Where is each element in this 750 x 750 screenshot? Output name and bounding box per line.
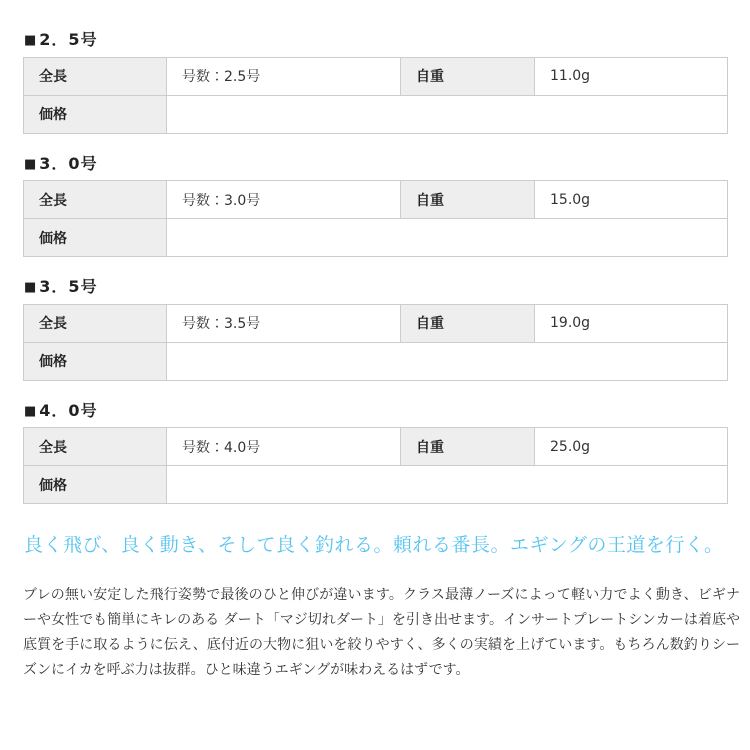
size-section-2-5: [23, 30, 742, 134]
size-section-3-0: [23, 154, 742, 258]
spec-value-gosu: 号数：3.0号: [167, 181, 401, 219]
catchphrase: 良く飛び、良く動き、そして良く釣れる。頼れる番長。エギングの王道を行く。: [24, 534, 724, 557]
spec-value-weight: 15.0g: [535, 181, 728, 219]
table-row: [24, 304, 728, 342]
square-bullet-icon: ■: [24, 403, 38, 419]
spec-label-zencho: 全長: [24, 57, 167, 95]
square-bullet-icon: ■: [24, 156, 38, 172]
table-row: [24, 95, 728, 133]
spec-label-kakaku: 価格: [24, 95, 167, 133]
size-heading: [24, 30, 742, 50]
table-row: [24, 428, 728, 466]
spec-value-gosu: 号数：3.5号: [167, 304, 401, 342]
spec-table: [23, 180, 728, 257]
size-heading-label: 4．0号: [39, 400, 98, 420]
spec-label-kakaku: 価格: [24, 342, 167, 380]
size-heading: [24, 277, 742, 297]
spec-label-kakaku: 価格: [24, 219, 167, 257]
size-heading: [24, 401, 742, 421]
square-bullet-icon: ■: [24, 33, 38, 48]
size-heading-label: 3．0号: [39, 153, 98, 173]
spec-label-zencho: 全長: [24, 304, 167, 342]
spec-value-gosu: 号数：2.5号: [167, 57, 401, 95]
table-row: [24, 57, 728, 95]
spec-value-price: [167, 466, 728, 504]
spec-label-zencho: 全長: [24, 428, 167, 466]
spec-table: [23, 427, 728, 504]
size-heading-label: 2．5号: [39, 30, 98, 49]
size-heading: [24, 154, 742, 174]
spec-table: [23, 304, 728, 381]
table-row: [24, 181, 728, 219]
size-section-4-0: [23, 401, 742, 505]
spec-label-jiju: 自重: [401, 428, 535, 466]
spec-value-weight: 25.0g: [535, 428, 728, 466]
size-heading-label: 3．5号: [39, 277, 98, 297]
spec-label-zencho: 全長: [24, 181, 167, 219]
table-row: [24, 342, 728, 380]
spec-label-kakaku: 価格: [24, 466, 167, 504]
spec-label-jiju: 自重: [401, 181, 535, 219]
spec-label-jiju: 自重: [401, 304, 535, 342]
square-bullet-icon: ■: [24, 280, 38, 296]
spec-value-weight: 11.0g: [535, 57, 728, 95]
table-row: [24, 219, 728, 257]
spec-value-weight: 19.0g: [535, 304, 728, 342]
spec-value-price: [167, 219, 728, 257]
spec-value-price: [167, 342, 728, 380]
size-section-3-5: [23, 277, 742, 381]
table-row: [24, 466, 728, 504]
spec-label-jiju: 自重: [401, 57, 535, 95]
product-description: ブレの無い安定した飛行姿勢で最後のひと伸びが違います。クラス最薄ノーズによって軽い力でよく動き、ビギナーや女性でも簡単にキレのある ダート「マジ切れダート」を引き出せます。インサートプレートシンカーは着底や底質を手に取るように伝え、底付近の大物に狙いを絞りやすく、多くの実績を上げています。もちろん数釣りシーズンにイカを呼ぶ力は抜群。ひと味違うエギングが味わえるはずです。: [23, 586, 740, 678]
spec-value-gosu: 号数：4.0号: [167, 428, 401, 466]
spec-value-price: [167, 95, 728, 133]
spec-table: [23, 57, 728, 134]
